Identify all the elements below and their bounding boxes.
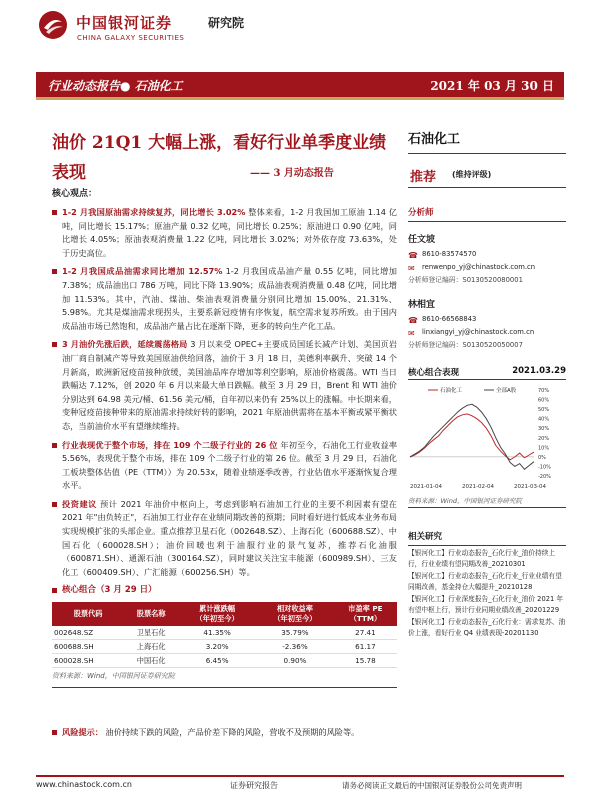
table-cell: 61.17 (334, 640, 397, 654)
legend-label: 石油化工 (440, 388, 463, 394)
related-item[interactable]: 【银河化工】行业动态报告_石化行业_行业业绩有望同期改善，基金持仓大幅提升_20210128 (408, 572, 562, 591)
rating-row (408, 166, 566, 188)
table-cell: 600688.SH (52, 640, 124, 654)
paragraph-lead: 1-2 月我国成品油需求同比增加 12.57% (62, 266, 223, 277)
analyst-registration: 分析师登记编码：S0130520050007 (408, 341, 523, 349)
series-line-0 (410, 414, 534, 460)
table-header-cell: 股票代码 (52, 602, 124, 626)
paragraph-body: 预计 2021 年油价中枢向上，考虑到影响石油加工行业的主要不利因素有望在 2021 年"由负转正"，石油加工行业存在业绩同期改善的预期；同时看好进行低成本业务布局实现规模扩张的头部企业。重点推荐卫星石化（002648.SZ）、上海石化（600688.SZ）、中国石化（600028.SH）；油价回暖也利于油服行业的景气复苏，推荐石化油服（600871.SH）、通源石油（300164.SZ），同时建议关注宝丰能源（600989.SH）、三友化工（600409.SH）、广汇能源（600256.SH）等。 (62, 498, 397, 577)
galaxy-logo-icon (38, 10, 68, 40)
analyst-card (408, 297, 566, 352)
table-cell: 3.20% (178, 640, 256, 654)
bullet-square-icon (52, 210, 57, 215)
chart-title: 核心组合表现 (408, 368, 460, 378)
table-row (52, 640, 397, 654)
chart-source: 资料来源：Wind，中国银河证券研究院 (408, 496, 566, 508)
paragraph-body: 整体来看，1-2 月我国加工原油 1.14 亿吨，同比增长 15.17%；原油产量 0.32 亿吨，同比增长 0.25%；原油进口 0.90 亿吨，同比增长 4.05%；原油表观消费量 1.22 亿吨，同比增长 3.02%；对外依存度 73.63%，处于历史高位。 (62, 207, 397, 258)
y-tick-label: 60% (538, 397, 550, 404)
core-views-label: 核心观点： (52, 189, 98, 199)
paragraph (52, 498, 397, 580)
analyst-phone (408, 248, 566, 261)
table-header-cell: 股票名称 (124, 602, 178, 626)
table-source: 资料来源：Wind，中国银河证券研究院 (52, 670, 397, 688)
bullet-square-icon (52, 502, 57, 507)
footer-center: 证券研究报告 (230, 781, 278, 790)
logo-cn: 中国银河证券 (76, 14, 173, 32)
email-icon: ✉ (408, 329, 415, 338)
x-tick-label: 2021-02-04 (462, 484, 494, 490)
rating-note: (维持评级) (452, 170, 492, 179)
table-cell: 0.90% (256, 654, 334, 668)
chart-header (408, 364, 566, 380)
bullet-square-icon (52, 443, 57, 448)
y-tick-label: -10% (538, 464, 551, 471)
bullet-square-icon (52, 588, 57, 593)
related-list (408, 548, 566, 640)
y-tick-label: 70% (538, 388, 550, 394)
y-tick-label: 0% (538, 454, 546, 461)
bullet-square-icon (52, 269, 57, 274)
table-row (52, 654, 397, 668)
email-text[interactable]: renwenpo_yj@chinastock.com.cn (422, 263, 536, 271)
x-tick-label: 2021-01-04 (410, 484, 442, 490)
core-portfolio-table (52, 602, 397, 668)
table-cell: 600028.SH (52, 654, 124, 668)
email-text[interactable]: linxiangyi_yj@chinastock.com.cn (422, 328, 535, 336)
related-item[interactable]: 【银河化工】行业深度报告_石化行业_油价 2021 年有望中枢上行，预计行业同期业绩改善_20201229 (408, 595, 564, 614)
related-item[interactable]: 【银河化工】行业动态报告_石化行业_油价持续上行，行业业绩有望同期改善_20210301 (408, 549, 556, 568)
table-cell: 6.45% (178, 654, 256, 668)
footer-divider (36, 775, 564, 777)
table-cell: 中国石化 (124, 654, 178, 668)
y-tick-label: 10% (538, 445, 550, 452)
footer-disclaimer: 请务必阅读正文最后的中国银河证券股份公司免责声明 (342, 781, 522, 790)
analyst-card (408, 232, 566, 287)
risk-body: 油价持续下跌的风险，产品价差下降的风险，营收不及预期的风险等。 (102, 727, 360, 737)
table-header-cell: 累计涨跌幅 （年初至今） (178, 602, 256, 626)
analyst-phone (408, 313, 566, 326)
table-cell: 上海石化 (124, 640, 178, 654)
table-row (52, 626, 397, 640)
y-tick-label: -20% (538, 474, 551, 480)
y-tick-label: 50% (538, 407, 550, 414)
analyst-email[interactable] (408, 261, 566, 274)
bullet-square-icon (52, 730, 57, 735)
report-title: 油价 21Q1 大幅上涨，看好行业单季度业绩表现 (52, 133, 387, 183)
bullet-square-icon (52, 342, 57, 347)
paragraph-lead: 行业表现优于整个市场，排在 109 个二级子行业的 26 位 (62, 439, 278, 450)
rating: 推荐 (410, 170, 437, 185)
analyst-name: 林相宜 (408, 300, 436, 310)
table-header-row (52, 602, 397, 626)
phone-icon: ☎ (408, 316, 418, 325)
table-title-text: 核心组合（3 月 29 日） (62, 585, 157, 596)
table-title (52, 584, 397, 598)
main-column (52, 206, 397, 688)
series-line-1 (410, 404, 534, 469)
table-header-cell: 相对收益率 （年初至今） (256, 602, 334, 626)
report-date: 2021 年 03 月 30 日 (430, 79, 554, 93)
company-logo (38, 8, 338, 48)
performance-chart (406, 384, 568, 494)
related-heading: 相关研究 (408, 530, 566, 546)
phone-icon: ☎ (408, 251, 418, 260)
table-cell: -2.36% (256, 640, 334, 654)
email-icon: ✉ (408, 264, 415, 273)
analyst-name: 任文坡 (408, 235, 436, 245)
y-tick-label: 20% (538, 435, 550, 442)
phone-text: 8610-83574570 (422, 250, 477, 258)
risk-lead: 风险提示： (62, 727, 103, 737)
y-tick-label: 40% (538, 416, 550, 423)
analyst-heading: 分析师 (408, 206, 566, 222)
y-tick-label: 30% (538, 426, 550, 433)
logo-en: CHINA GALAXY SECURITIES (77, 34, 185, 42)
risk-warning (52, 726, 397, 740)
paragraph (52, 206, 397, 260)
table-cell: 002648.SZ (52, 626, 124, 640)
related-item[interactable]: 【银河化工】行业动态报告_石化行业：需求复苏、油价上涨，看好行业 Q4 业绩表现-20201130 (408, 618, 566, 637)
report-type: 行业动态报告● 石油化工 (48, 79, 183, 93)
phone-text: 8610-66568843 (422, 315, 477, 323)
report-subtitle: —— 3 月动态报告 (250, 168, 334, 179)
report-header-bar (36, 72, 564, 100)
paragraph (52, 439, 397, 493)
analyst-registration: 分析师登记编码：S0130520080001 (408, 276, 523, 284)
paragraph-lead: 3 月油价先涨后跌，延续震荡格局 (62, 339, 188, 350)
paragraph-body: 1-2 月我国成品油产量 0.55 亿吨，同比增加 7.38%；成品油出口 786 万吨，同比下降 13.90%；成品油表观消费量 0.48 亿吨，同比增加 11.53%。其中，汽油、煤油、柴油表观消费量分别同比增加 15.00%、21.31%、5.98%。尤其是煤油需求现拐头，主要系新冠疫情有序恢复，航空需求复苏所致。由于国内成品油市场已然饱和，成品油产量占比在逐渐下降，更多的转向生产化工品。 (62, 266, 397, 331)
table-header-cell: 市盈率 PE （TTM） (334, 602, 397, 626)
table-cell: 41.35% (178, 626, 256, 640)
paragraph (52, 265, 397, 333)
paragraph-lead: 投资建议 (62, 498, 97, 509)
table-cell: 卫星石化 (124, 626, 178, 640)
x-tick-label: 2021-03-04 (514, 484, 546, 490)
table-cell: 27.41 (334, 626, 397, 640)
sector-name: 石油化工 (408, 128, 566, 154)
paragraph-body: 3 月以来受 OPEC+主要成员国延长减产计划、美国页岩油厂商自制减产等导致美国原油供给回落，油价于 3 月 18 日，美德利率飙升、突破 14 个月新高，欧洲新冠疫苗接种放缓，美国油品库存增加等利空影响，原油价格震荡。WTI 当日跌幅达 7.12%，创 2020 年 6 月以来最大单日跌幅。截至 3 月 29 日，Brent 和 WTI 油价分别达到 64.98 美元/桶、61.56 美元/桶，自年初以来仍有 25%以上的涨幅。中长期来看，变种冠疫苗接种带来的原油需求持续好转的影响，2021 年原油供需将在基本平衡或紧平衡状态，当前油价水平有望继续维持。 (62, 339, 397, 431)
table-cell: 15.78 (334, 654, 397, 668)
chart-date: 2021.03.29 (512, 366, 566, 376)
analyst-email[interactable] (408, 326, 566, 339)
table-cell: 35.79% (256, 626, 334, 640)
institute-name: 研究院 (208, 16, 245, 30)
paragraph-lead: 1-2 月我国原油需求持续复苏，同比增长 3.02% (62, 207, 246, 217)
legend-label: 全部A股 (496, 388, 517, 394)
paragraph-body: 年初至今，石油化工行业收益率 5.56%，表现优于整个市场，排在 109 个二级子行业的第 26 位。截至 3 月 29 日，石油化工板块整体估值（PE（TTM））为 20.53x，随着业绩逐季改善，行业估值水平逐渐恢复合理水平。 (62, 439, 398, 491)
paragraph (52, 338, 397, 433)
sidebar (408, 128, 566, 352)
footer-site[interactable]: www.chinastock.com.cn (36, 780, 132, 789)
